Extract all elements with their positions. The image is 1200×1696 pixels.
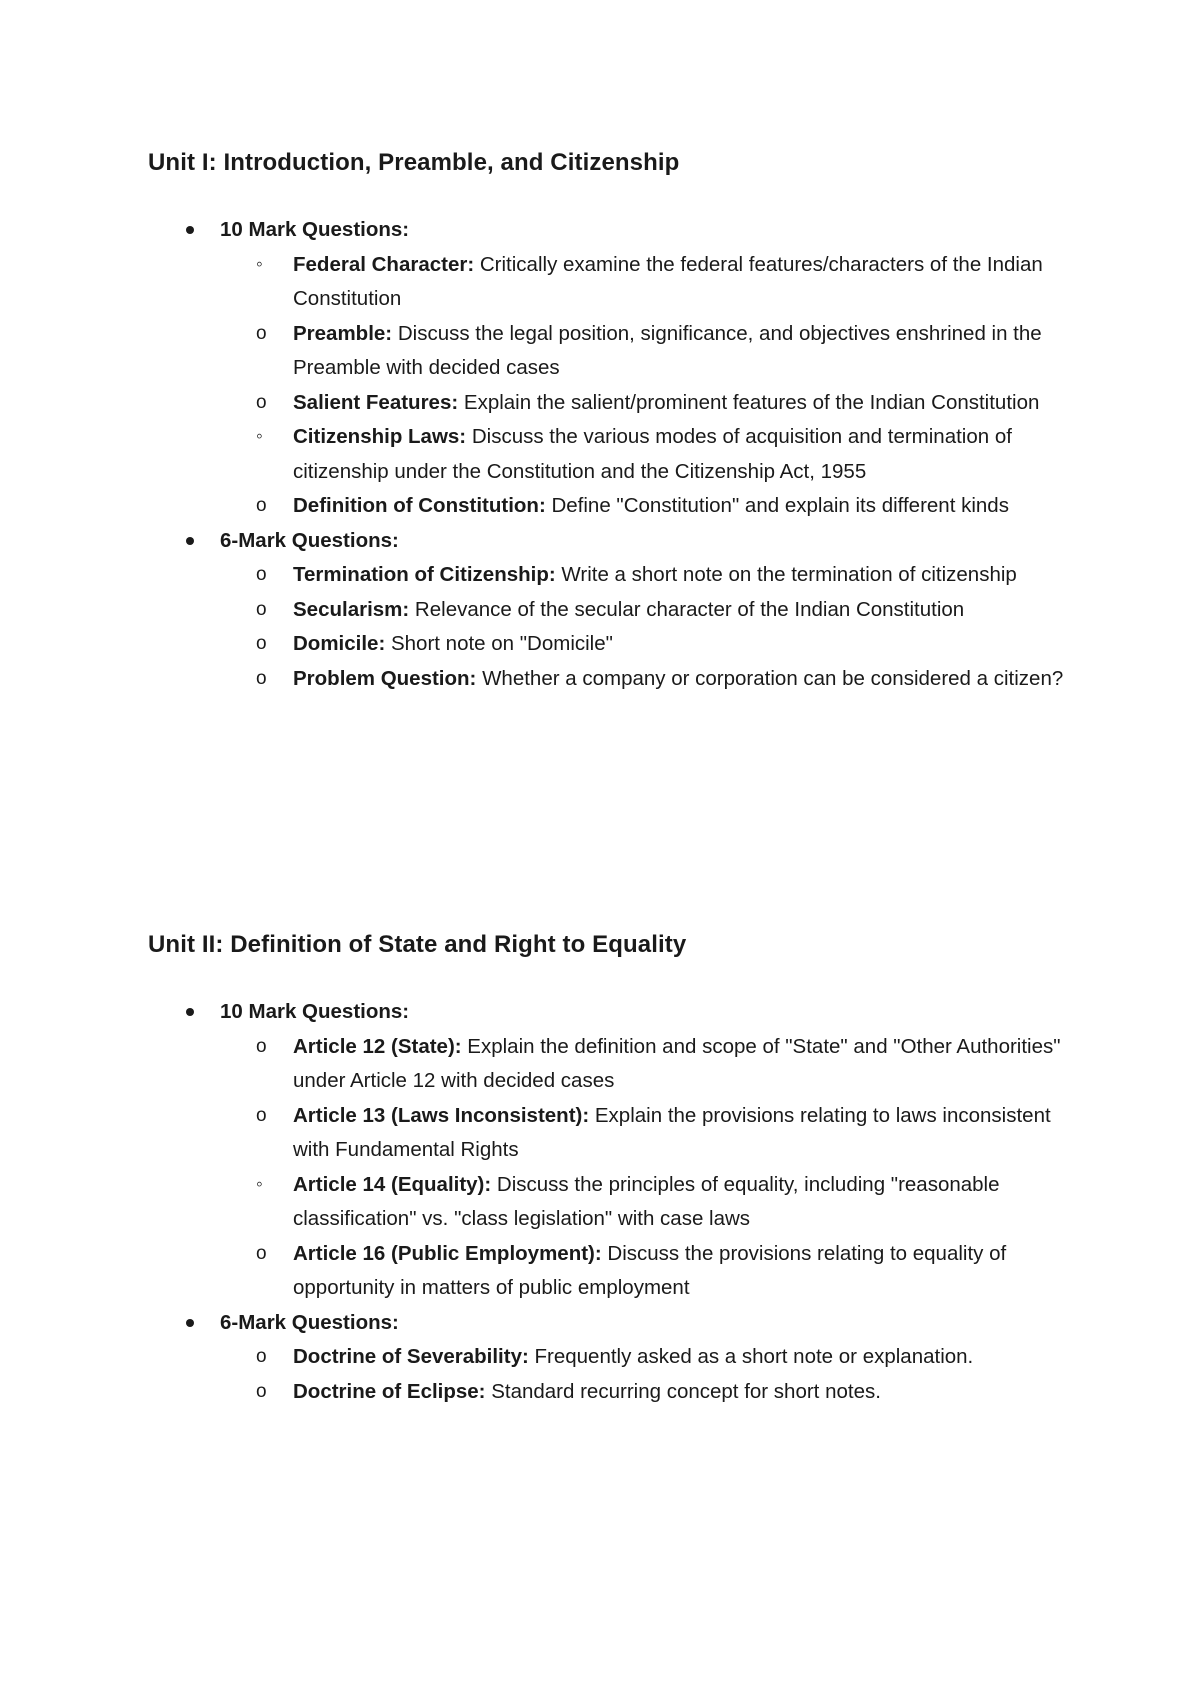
question-title: Article 13 (Laws Inconsistent):	[293, 1103, 590, 1127]
sub-bullet-icon: o	[256, 1346, 267, 1367]
question-title: Termination of Citizenship:	[293, 563, 556, 586]
question-text: Relevance of the secular character of the Indian Constitution	[409, 597, 965, 621]
question-title: Doctrine of Severability:	[293, 1345, 529, 1368]
question-title: Salient Features:	[293, 390, 459, 414]
question-text: Explain the salient/prominent features of the Indian Constitution	[458, 390, 1040, 414]
unit-2-six-mark-group	[148, 1306, 1078, 1410]
question-list	[148, 1030, 1078, 1306]
unit-2-heading: Unit II: Definition of State and Right to Equality	[148, 931, 687, 958]
sub-bullet-icon: ◦	[256, 1173, 263, 1195]
unit-1-heading: Unit I: Introduction, Preamble, and Citizenship	[148, 149, 680, 176]
question-list	[148, 1340, 1078, 1409]
question-item	[148, 1168, 1073, 1237]
question-item	[148, 558, 1073, 593]
question-text: Write a short note on the termination of citizenship	[555, 563, 1017, 586]
unit-1-section	[148, 148, 1078, 696]
group-label	[148, 995, 1078, 1030]
question-item	[148, 248, 1073, 317]
sub-bullet-icon: o	[256, 1035, 267, 1057]
question-item	[148, 1340, 1073, 1375]
question-title: Secularism:	[293, 597, 410, 621]
bullet-icon	[186, 537, 194, 545]
group-label	[148, 1306, 1078, 1341]
sub-bullet-icon: o	[256, 1104, 267, 1126]
question-title: Article 12 (State):	[293, 1034, 462, 1058]
question-item	[148, 317, 1073, 386]
sub-bullet-icon: o	[256, 495, 267, 516]
group-label	[148, 213, 1078, 248]
question-title: Doctrine of Eclipse:	[293, 1379, 486, 1403]
question-title: Citizenship Laws:	[293, 425, 467, 448]
bullet-icon	[186, 1319, 194, 1327]
group-label	[148, 524, 1078, 559]
question-item	[148, 386, 1073, 421]
bullet-icon	[186, 1008, 194, 1016]
unit-2-section	[148, 930, 1078, 1409]
question-item	[148, 1375, 1073, 1410]
question-text: Critically examine the federal features/characters of the Indian Constitution	[293, 252, 1043, 310]
group-label-text: 6-Mark Questions:	[220, 1310, 399, 1334]
sub-bullet-icon: o	[256, 391, 267, 413]
question-text: Define "Constitution" and explain its different kinds	[545, 494, 1009, 517]
question-item	[148, 627, 1073, 662]
question-list	[148, 558, 1078, 696]
question-title: Federal Character:	[293, 252, 475, 276]
sub-bullet-icon: o	[256, 598, 267, 620]
question-title: Domicile:	[293, 632, 386, 655]
question-item	[148, 593, 1073, 628]
question-text: Explain the definition and scope of "State" and "Other Authorities" under Article 12 with decided cases	[293, 1034, 1061, 1092]
sub-bullet-icon: ◦	[256, 253, 263, 275]
sub-bullet-icon: o	[256, 667, 267, 689]
bullet-icon	[186, 226, 194, 234]
question-title: Definition of Constitution:	[293, 494, 546, 517]
question-item	[148, 489, 1073, 524]
question-item	[148, 1237, 1073, 1306]
question-text: Discuss the provisions relating to equality of opportunity in matters of public employment	[293, 1241, 1007, 1299]
sub-bullet-icon: o	[256, 1380, 267, 1402]
question-item	[148, 420, 1073, 489]
group-label-text: 10 Mark Questions:	[220, 218, 410, 241]
question-list	[148, 248, 1078, 524]
unit-1-six-mark-group	[148, 524, 1078, 697]
question-text: Discuss the various modes of acquisition and termination of citizenship under the Constitution and the Citizenship Act, 1955	[293, 425, 1012, 483]
question-text: Standard recurring concept for short notes.	[485, 1379, 881, 1403]
question-text: Explain the provisions relating to laws inconsistent with Fundamental Rights	[293, 1103, 1051, 1161]
question-text: Short note on "Domicile"	[385, 632, 613, 655]
question-title: Preamble:	[293, 321, 393, 345]
unit-2-ten-mark-group	[148, 995, 1078, 1306]
question-item	[148, 1030, 1073, 1099]
question-text: Frequently asked as a short note or explanation.	[528, 1345, 974, 1368]
sub-bullet-icon: ◦	[256, 426, 263, 447]
question-title: Article 16 (Public Employment):	[293, 1241, 602, 1265]
sub-bullet-icon: o	[256, 1242, 267, 1264]
sub-bullet-icon: o	[256, 633, 267, 654]
question-title: Article 14 (Equality):	[293, 1172, 492, 1196]
question-title: Problem Question:	[293, 666, 477, 690]
group-label-text: 6-Mark Questions:	[220, 528, 399, 552]
question-text: Discuss the legal position, significance, and objectives enshrined in the Preamble with decided cases	[293, 321, 1042, 379]
question-item	[148, 662, 1073, 697]
group-label-text: 10 Mark Questions:	[220, 1000, 410, 1023]
sub-bullet-icon: o	[256, 322, 267, 344]
sub-bullet-icon: o	[256, 564, 267, 585]
unit-1-ten-mark-group	[148, 213, 1078, 524]
question-text: Whether a company or corporation can be considered a citizen?	[476, 666, 1064, 690]
question-text: Discuss the principles of equality, including "reasonable classification" vs. "class legislation" with case laws	[293, 1172, 1000, 1230]
question-item	[148, 1099, 1073, 1168]
